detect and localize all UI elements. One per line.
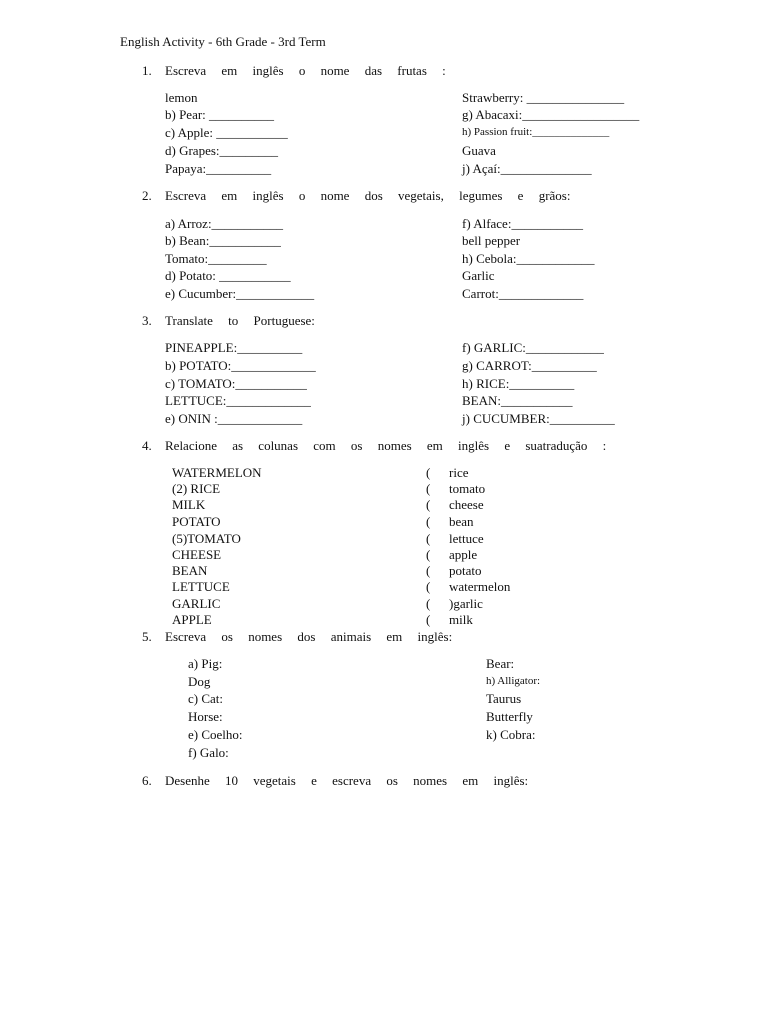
q4-left-item: GARLIC <box>172 596 221 611</box>
q4-left-item: WATERMELON <box>172 465 262 480</box>
q4-paren: ( <box>426 465 431 480</box>
q3-right-item: h) RICE:__________ <box>462 376 575 391</box>
q4-paren: ( <box>426 596 431 611</box>
q4-right-item: tomato <box>449 481 486 496</box>
question-number: 6. <box>142 773 152 788</box>
q4-right-item: milk <box>449 612 473 627</box>
q5-left-item: f) Galo: <box>188 745 229 760</box>
question-number: 1. <box>142 63 152 78</box>
q5-left-item: a) Pig: <box>188 656 223 671</box>
q5-right-item: Taurus <box>486 691 522 706</box>
q4-left-item: (2) RICE <box>172 481 221 496</box>
q4-paren: ( <box>426 563 431 578</box>
q1-right-item: g) Abacaxi:__________________ <box>462 107 640 122</box>
q3-right-item: f) GARLIC:____________ <box>462 340 604 355</box>
q2-right-item: bell pepper <box>462 233 521 248</box>
worksheet-title: English Activity - 6th Grade - 3rd Term <box>120 34 326 49</box>
q2-left-item: a) Arroz:___________ <box>165 216 284 231</box>
q4-right-item: potato <box>449 563 482 578</box>
question-number: 4. <box>142 438 152 453</box>
q1-right-item: Guava <box>462 143 496 158</box>
q1-left-item: d) Grapes:_________ <box>165 143 279 158</box>
q5-right-item: h) Alligator: <box>486 675 541 687</box>
q2-left-item: b) Bean:___________ <box>165 233 281 248</box>
q4-left-item: MILK <box>172 497 206 512</box>
q1-left-item: b) Pear: __________ <box>165 107 275 122</box>
q4-paren: ( <box>426 497 431 512</box>
question-text: Escreva em inglês o nome das frutas : <box>165 63 446 78</box>
q3-left-item: b) POTATO:_____________ <box>165 358 316 373</box>
question-text: Escreva os nomes dos animais em inglês: <box>165 629 453 644</box>
q5-left-item: Horse: <box>188 709 223 724</box>
question-number: 2. <box>142 188 152 203</box>
q3-right-item: j) CUCUMBER:__________ <box>462 411 615 426</box>
q2-right-item: h) Cebola:____________ <box>462 251 595 266</box>
q1-right-item: j) Açaí:______________ <box>462 161 592 176</box>
q5-left-item: e) Coelho: <box>188 727 243 742</box>
q4-right-item: rice <box>449 465 469 480</box>
q4-paren: ( <box>426 481 431 496</box>
q4-right-item: cheese <box>449 497 484 512</box>
question-number: 5. <box>142 629 152 644</box>
q5-right-item: Butterfly <box>486 709 533 724</box>
q2-left-item: e) Cucumber:____________ <box>165 286 315 301</box>
q3-left-item: e) ONIN :_____________ <box>165 411 303 426</box>
q4-paren: ( <box>426 612 431 627</box>
q1-right-item: h) Passion fruit:______________ <box>462 126 610 138</box>
q4-paren: ( <box>426 547 431 562</box>
q1-right-item: Strawberry: _______________ <box>462 90 625 105</box>
q4-paren: ( <box>426 514 431 529</box>
q1-left-item: lemon <box>165 90 198 105</box>
q4-right-item: bean <box>449 514 474 529</box>
q4-right-item: watermelon <box>449 579 511 594</box>
question-text: Relacione as colunas com os nomes em inglês e suatradução : <box>165 438 607 453</box>
q4-right-item: )garlic <box>449 596 483 611</box>
question-text: Translate to Portuguese: <box>165 313 315 328</box>
q5-right-item: k) Cobra: <box>486 727 536 742</box>
q5-right-item: Bear: <box>486 656 515 671</box>
q2-right-item: f) Alface:___________ <box>462 216 583 231</box>
q2-left-item: Tomato:_________ <box>165 251 267 266</box>
q2-right-item: Garlic <box>462 268 495 283</box>
q2-left-item: d) Potato: ___________ <box>165 268 291 283</box>
q3-left-item: LETTUCE:_____________ <box>165 393 311 408</box>
q5-left-item: c) Cat: <box>188 691 224 706</box>
q3-left-item: PINEAPPLE:__________ <box>165 340 303 355</box>
q5-left-item: Dog <box>188 674 211 689</box>
q3-right-item: BEAN:___________ <box>462 393 573 408</box>
question-text: Desenhe 10 vegetais e escreva os nomes em inglês: <box>165 773 529 788</box>
question-text: Escreva em inglês o nome dos vegetais, legumes e grãos: <box>165 188 571 203</box>
q4-left-item: CHEESE <box>172 547 222 562</box>
q2-right-item: Carrot:_____________ <box>462 286 584 301</box>
q4-right-item: lettuce <box>449 531 484 546</box>
q3-right-item: g) CARROT:__________ <box>462 358 597 373</box>
q4-paren: ( <box>426 579 431 594</box>
question-number: 3. <box>142 313 152 328</box>
q4-left-item: BEAN <box>172 563 208 578</box>
q4-left-item: APPLE <box>172 612 212 627</box>
q4-paren: ( <box>426 531 431 546</box>
q1-left-item: Papaya:__________ <box>165 161 272 176</box>
q1-left-item: c) Apple: ___________ <box>165 125 288 140</box>
q4-left-item: POTATO <box>172 514 221 529</box>
q4-left-item: LETTUCE <box>172 579 230 594</box>
q3-left-item: c) TOMATO:___________ <box>165 376 307 391</box>
q4-right-item: apple <box>449 547 478 562</box>
q4-left-item: (5)TOMATO <box>172 531 241 546</box>
